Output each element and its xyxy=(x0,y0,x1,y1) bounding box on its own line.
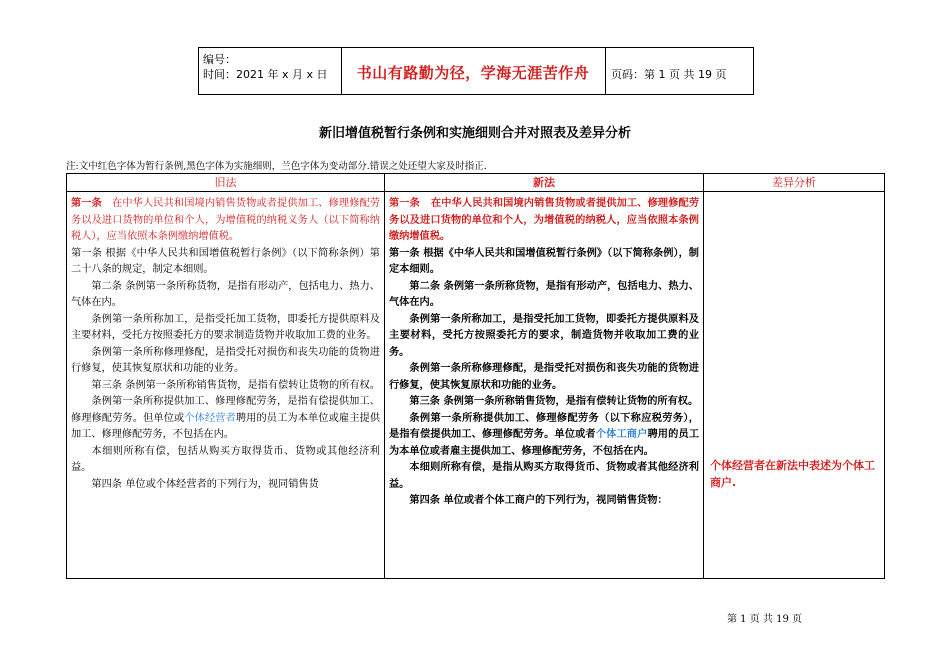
document-title: 新旧增值税暂行条例和实施细则合并对照表及差异分析 xyxy=(318,126,631,141)
new-article-1 xyxy=(389,195,699,245)
old-article-1-text: 在中华人民共和国境内销售货物或者提供加工、修理修配劳务以及进口货物的单位和个人，为增值税的纳税义务人（以下简称纳税人），应当依照本条例缴纳增值税。 xyxy=(71,198,381,242)
motto: 书山有路勤为径，学海无涯苦作舟 xyxy=(356,64,590,82)
new-rule-1: 第一条 根据《中华人民共和国增值税暂行条例》（以下简称条例），制定本细则。 xyxy=(389,246,699,275)
new-law-body xyxy=(385,192,703,509)
new-rule-3: 第三条 条例第一条所称销售货物，是指有偿转让货物的所有权。 xyxy=(409,395,699,407)
new-article-1-text: 在中华人民共和国境内销售货物或者提供加工、修理修配劳务以及进口货物的单位和个人，为增值税的纳税人，应当依照本条例缴纳增值税。 xyxy=(389,197,700,242)
difference-header: 差异分析 xyxy=(704,174,884,192)
page-label: 页码：第 1 页 共 19 页 xyxy=(611,68,727,81)
old-rule-2: 第二条 条例第一条所称货物，是指有形动产，包括电力、热力、气体在内。 xyxy=(71,280,380,308)
old-rule-2-repair: 条例第一条所称修理修配，是指受托对损伤和丧失功能的货物进行修复，使其恢复原状和功能的业务。 xyxy=(71,346,380,374)
page-footer: 第 1 页 共 19 页 xyxy=(727,614,802,625)
number-label: 编号： xyxy=(203,53,236,66)
old-law-header: 旧法 xyxy=(67,174,384,192)
old-rule-2-processing: 条例第一条所称加工，是指受托加工货物，即委托方提供原料及主要材料，受托方按照委托方的要求制造货物并收取加工费的业务。 xyxy=(71,313,380,341)
header-box xyxy=(198,47,754,95)
new-rule-3-labor-a: 条例第一条所称提供加工、修理修配劳务（以下称应税劳务），是指有偿提供加工、修理修配劳务。单位或者 xyxy=(389,411,699,440)
old-law-column xyxy=(67,174,385,578)
new-rule-3-labor xyxy=(389,410,699,460)
new-rule-3-labor-b: 聘用的员工为本单位或者雇主提供加工、修理修配劳务，不包括在内。 xyxy=(389,428,700,457)
old-article-1 xyxy=(71,195,380,246)
new-law-header: 新法 xyxy=(385,174,703,192)
time-label: 时间：2021 年 x 月 x 日 xyxy=(203,68,328,81)
header-page-cell xyxy=(605,48,753,94)
old-rule-3-labor-a: 条例第一条所称提供加工、修理修配劳务，是指有偿提供加工、修理修配劳务。但单位或 xyxy=(71,396,380,424)
new-rule-2: 第二条 条例第一条所称货物，是指有形动产，包括电力、热力、气体在内。 xyxy=(389,279,699,308)
old-changed-term: 个体经营者 xyxy=(184,412,236,424)
header-motto-cell xyxy=(341,48,606,94)
new-article-1-head: 第一条 xyxy=(389,197,420,209)
old-rule-4: 第四条 单位或个体经营者的下列行为，视同销售货 xyxy=(91,478,319,490)
old-law-body xyxy=(67,192,384,493)
new-rule-2-processing: 条例第一条所称加工，是指受托加工货物，即委托方提供原料及主要材料，受托方按照委托方的要求，制造货物并收取加工费的业务。 xyxy=(389,312,699,358)
difference-note: 个体经营者在新法中表述为个体工商户. xyxy=(710,459,875,489)
old-article-1-head: 第一条 xyxy=(71,197,102,209)
difference-column xyxy=(704,174,884,578)
new-rule-4: 第四条 单位或者个体工商户的下列行为，视同销售货物： xyxy=(409,494,668,506)
new-rule-3-paid: 本细则所称有偿，是指从购买方取得货币、货物或者其他经济利益。 xyxy=(389,461,699,490)
header-meta-cell xyxy=(199,48,342,94)
old-rule-3-labor-b: 聘用的员工为本单位或雇主提供加工、修理修配劳务，不包括在内。 xyxy=(71,412,381,440)
old-rule-3-paid: 本细则所称有偿，包括从购买方取得货币、货物或其他经济利益。 xyxy=(71,445,380,473)
old-rule-3: 第三条 条例第一条所称销售货物，是指有偿转让货物的所有权。 xyxy=(91,379,380,391)
old-rule-1: 第一条 根据《中华人民共和国增值税暂行条例》（以下简称条例）第二十八条的规定，制定本细则。 xyxy=(71,247,380,275)
old-rule-3-labor xyxy=(71,394,380,444)
new-rule-2-repair: 条例第一条所称修理修配，是指受托对损伤和丧失功能的货物进行修复，使其恢复原状和功能的业务。 xyxy=(389,362,699,391)
new-changed-term: 个体工商户 xyxy=(595,428,648,440)
new-law-column xyxy=(385,174,704,578)
note: 注:文中红色字体为暂行条例,黑色字体为实施细则，兰色字体为变动部分.错误之处还望大家及时指正. xyxy=(66,161,487,172)
comparison-table xyxy=(66,173,885,579)
